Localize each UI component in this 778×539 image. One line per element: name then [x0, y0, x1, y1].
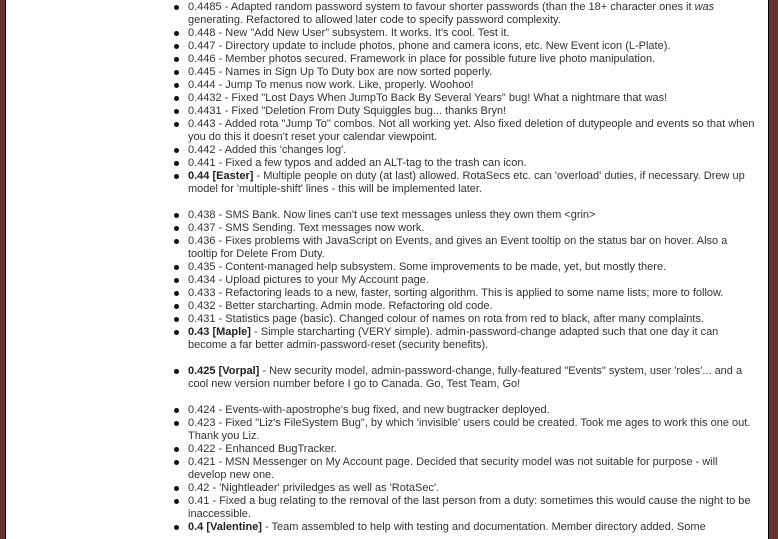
entry-version: 0.447 — [188, 40, 216, 52]
bullet-icon — [174, 57, 179, 62]
list-item: 0.444 - Jump To menus now work. Like, properly. Woohoo! — [160, 79, 756, 92]
entry-version: 0.4432 — [188, 92, 222, 104]
bullet-icon — [174, 499, 179, 504]
list-item: 0.431 - Statistics page (basic). Changed colour of names on rota from red to black, after many complaints. — [160, 313, 756, 326]
entry-version: 0.422 — [188, 443, 216, 455]
list-item: 0.41 - Fixed a bug relating to the removal of the last person from a duty: sometimes this would cause the night to be inaccessible. — [160, 495, 756, 521]
left-frame-border — [0, 0, 6, 539]
entry-version: 0.4485 — [188, 1, 222, 13]
list-item: 0.448 - New "Add New User" subsystem. It works. It's cool. Test it. — [160, 27, 756, 40]
bullet-icon — [174, 278, 179, 283]
right-frame-border — [768, 0, 778, 539]
release-version: 0.425 [Vorpal] — [188, 365, 260, 377]
entry-version: 0.432 — [188, 300, 216, 312]
list-item-release: 0.44 [Easter] - Multiple people on duty (at last) allowed. RotaSecs etc. can 'overload' duties, if necessary. Drew up model for 'multiple-shift' lines - this will be implemented later. — [160, 170, 756, 196]
list-item: 0.443 - Added rota "Jump To" combos. Not all working yet. Also fixed deletion of dutypeople and events so that when you do this it doesn't reset your calendar viewpoint. — [160, 118, 756, 144]
bullet-icon — [174, 330, 179, 335]
entry-version: 0.41 — [188, 495, 210, 507]
list-item: 0.447 - Directory update to include photos, phone and camera icons, etc. New Event icon (L-Plate). — [160, 40, 756, 53]
entry-version: 0.443 — [188, 118, 216, 130]
release-version: 0.43 [Maple] — [188, 326, 251, 338]
entry-version: 0.436 — [188, 235, 216, 247]
changes-log — [160, 0, 756, 534]
bullet-icon — [174, 109, 179, 114]
bullet-icon — [174, 421, 179, 426]
entry-version: 0.446 — [188, 53, 216, 65]
list-item: 0.445 - Names in Sign Up To Duty box are now sorted poperly. — [160, 66, 756, 79]
bullet-icon — [174, 304, 179, 309]
list-item: 0.424 - Events-with-apostrophe's bug fixed, and new bugtracker deployed. — [160, 404, 756, 417]
bullet-icon — [174, 148, 179, 153]
entry-version: 0.431 — [188, 313, 216, 325]
list-item: 0.441 - Fixed a few typos and added an ALT-tag to the trash can icon. — [160, 157, 756, 170]
list-item: 0.438 - SMS Bank. Now lines can't use text messages unless they own them <grin> — [160, 209, 756, 222]
bullet-icon — [174, 317, 179, 322]
bullet-icon — [174, 70, 179, 75]
bullet-icon — [174, 369, 179, 374]
bullet-icon — [174, 83, 179, 88]
entry-version: 0.4431 — [188, 105, 222, 117]
bullet-icon — [174, 486, 179, 491]
entry-version: 0.441 — [188, 157, 216, 169]
list-item: 0.432 - Better starcharting. Admin mode. Refactoring old code. — [160, 300, 756, 313]
entry-version: 0.445 — [188, 66, 216, 78]
bullet-icon — [174, 96, 179, 101]
list-item: 0.435 - Content-managed help subsystem. Some improvements to be made, yet, but mostly there. — [160, 261, 756, 274]
bullet-icon — [174, 447, 179, 452]
entry-version: 0.434 — [188, 274, 216, 286]
entry-version: 0.448 — [188, 27, 216, 39]
entry-version: 0.444 — [188, 79, 216, 91]
bullet-icon — [174, 226, 179, 231]
entry-version: 0.42 — [188, 482, 210, 494]
list-item: 0.437 - SMS Sending. Text messages now work. — [160, 222, 756, 235]
bullet-icon — [174, 122, 179, 127]
changes-list — [160, 0, 756, 534]
list-item: 0.446 - Member photos secured. Framework in place for possible future live photo manipulation. — [160, 53, 756, 66]
list-item: 0.4431 - Fixed "Deletion From Duty Squiggles bug... thanks Bryn! — [160, 105, 756, 118]
entry-version: 0.437 — [188, 222, 216, 234]
entry-version: 0.442 — [188, 144, 216, 156]
list-item: 0.434 - Upload pictures to your My Account page. — [160, 274, 756, 287]
list-item: 0.433 - Refactoring leads to a new, faster, sorting algorithm. This is applied to some name lists; more to follow. — [160, 287, 756, 300]
bullet-icon — [174, 525, 179, 530]
bullet-icon — [174, 213, 179, 218]
list-item: 0.4432 - Fixed "Lost Days When JumpTo Back By Several Years" bug! What a nightmare that was! — [160, 92, 756, 105]
bullet-icon — [174, 5, 179, 10]
entry-version: 0.423 — [188, 417, 216, 429]
bullet-icon — [174, 408, 179, 413]
entry-version: 0.435 — [188, 261, 216, 273]
bullet-icon — [174, 31, 179, 36]
list-item: 0.442 - Added this 'changes log'. — [160, 144, 756, 157]
list-item-release: 0.425 [Vorpal] - New security model, admin-password-change, fully-featured "Events" system, user 'roles'... and a cool new version number before I go to Canada. Go, Test Team, Go! — [160, 365, 756, 391]
bullet-icon — [174, 174, 179, 179]
release-version: 0.44 [Easter] — [188, 170, 254, 182]
entry-version: 0.424 — [188, 404, 216, 416]
bullet-icon — [174, 460, 179, 465]
bullet-icon — [174, 161, 179, 166]
release-version: 0.4 [Valentine] — [188, 521, 262, 533]
list-item: 0.436 - Fixes problems with JavaScript on Events, and gives an Event tooltip on the status bar on hover. Also a tooltip for Delete From Duty. — [160, 235, 756, 261]
list-item: 0.42 - 'Nightleader' priviledges as well as 'RotaSec'. — [160, 482, 756, 495]
bullet-icon — [174, 291, 179, 296]
entry-version: 0.421 — [188, 456, 216, 468]
entry-version: 0.438 — [188, 209, 216, 221]
entry-version: 0.433 — [188, 287, 216, 299]
list-item: 0.423 - Fixed "Liz's FileSystem Bug", by which 'invisible' users could be created. Took me ages to work this one out. Thank you Liz. — [160, 417, 756, 443]
bullet-icon — [174, 44, 179, 49]
list-item-release: 0.43 [Maple] - Simple starcharting (VERY simple). admin-password-change adapted such that one day it can become a far better admin-password-reset (security benefits). — [160, 326, 756, 352]
bullet-icon — [174, 265, 179, 270]
list-item: 0.421 - MSN Messenger on My Account page. Decided that security model was not suitable for purpose - will develop new one. — [160, 456, 756, 482]
bullet-icon — [174, 239, 179, 244]
list-item-release: 0.4 [Valentine] - Team assembled to help with testing and documentation. Member directory added. Some — [160, 521, 756, 534]
list-item: 0.4485 - Adapted random password system to favour shorter passwords (than the 18+ character ones it was generating. Refactored to allowed later code to specify password complexity. — [160, 1, 756, 27]
list-item: 0.422 - Enhanced BugTracker. — [160, 443, 756, 456]
